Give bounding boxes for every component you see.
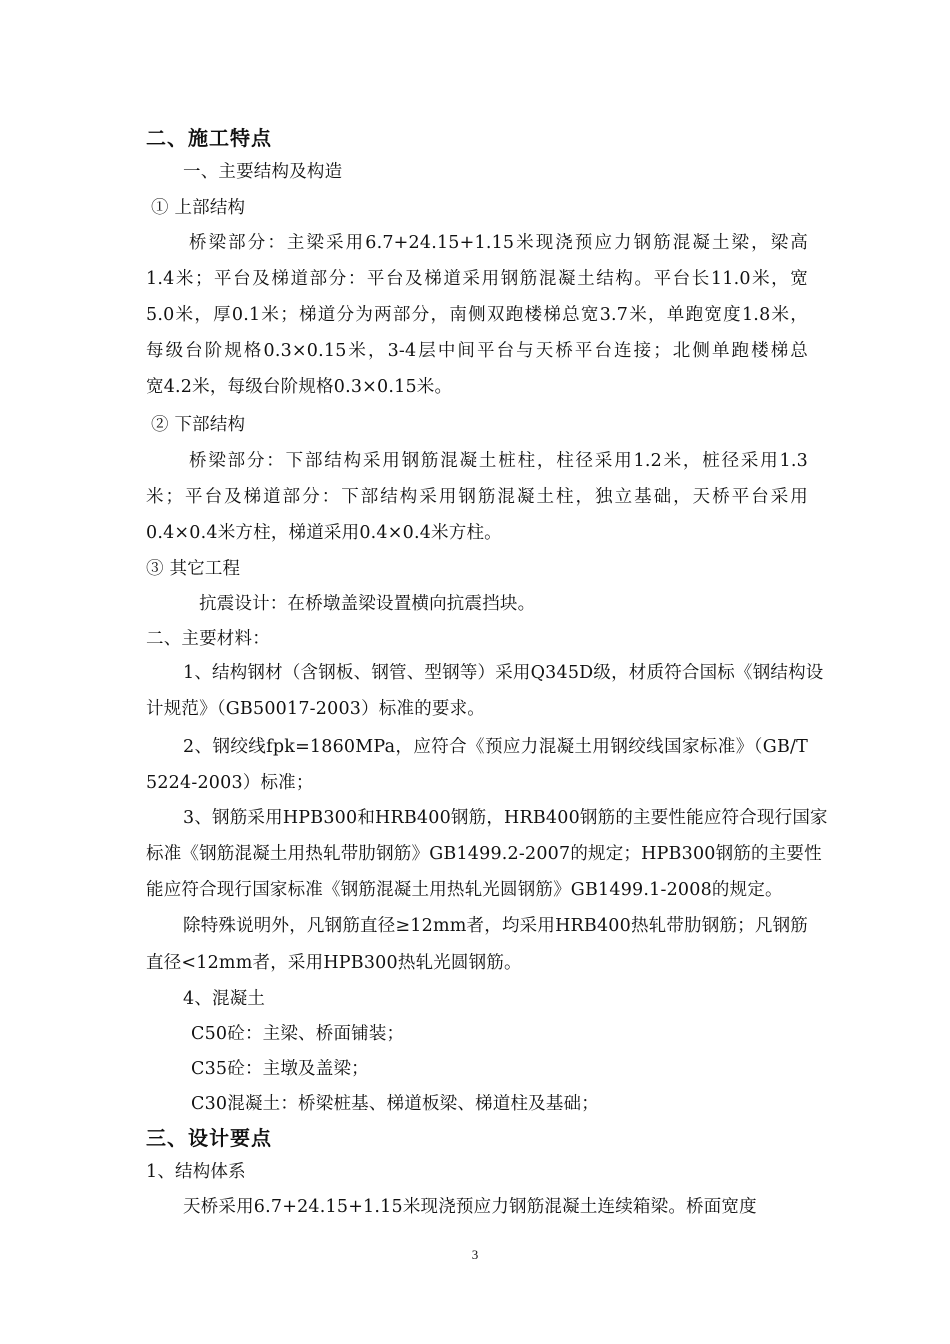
paragraph-line: 除特殊说明外，凡钢筋直径≥12mm者，均采用HRB400热轧带肋钢筋；凡钢筋 — [183, 916, 808, 936]
paragraph-line: 计规范》（GB50017-2003）标准的要求。 — [146, 699, 486, 719]
section-heading-construction-features: 二、施工特点 — [146, 126, 272, 150]
paragraph-line: 抗震设计：在桥墩盖梁设置横向抗震挡块。 — [199, 594, 536, 614]
paragraph-line: 直径<12mm者，采用HPB300热轧光圆钢筋。 — [146, 953, 522, 973]
paragraph-line: 1.4米；平台及梯道部分：平台及梯道采用钢筋混凝土结构。平台长11.0米，宽 — [146, 269, 808, 289]
paragraph-line: 5.0米，厚0.1米；梯道分为两部分，南侧双跑楼梯总宽3.7米，单跑宽度1.8米， — [146, 305, 808, 325]
concrete-item: C50砼：主梁、桥面铺装； — [191, 1024, 405, 1044]
paragraph-line: 标准《钢筋混凝土用热轧带肋钢筋》GB1499.2-2007的规定；HPB300钢筋的主要性 — [146, 844, 822, 864]
item-other-works: ③ 其它工程 — [146, 559, 241, 579]
concrete-item: C30混凝土：桥梁桩基、梯道板梁、梯道柱及基础； — [191, 1094, 599, 1114]
item-substructure: ② 下部结构 — [151, 415, 246, 435]
paragraph-line: 桥梁部分：下部结构采用钢筋混凝土桩柱，柱径采用1.2米，桩径采用1.3 — [189, 451, 808, 471]
paragraph-line: 能应符合现行国家标准《钢筋混凝土用热轧光圆钢筋》GB1499.1-2008的规定。 — [146, 880, 783, 900]
paragraph-line: 米；平台及梯道部分：下部结构采用钢筋混凝土柱，独立基础，天桥平台采用 — [146, 487, 808, 507]
paragraph-line: 宽4.2米，每级台阶规格0.3×0.15米。 — [146, 377, 453, 397]
subheading-main-structure: 一、主要结构及构造 — [183, 162, 343, 182]
paragraph-line: 1、结构钢材（含钢板、钢管、型钢等）采用Q345D级，材质符合国标《钢结构设 — [183, 663, 824, 683]
paragraph-line: 每级台阶规格0.3×0.15米，3-4层中间平台与天桥平台连接；北侧单跑楼梯总 — [146, 341, 808, 361]
page-number: 3 — [471, 1247, 479, 1262]
subheading-main-materials: 二、主要材料： — [146, 629, 270, 649]
paragraph-line: 3、钢筋采用HPB300和HRB400钢筋，HRB400钢筋的主要性能应符合现行国家 — [183, 808, 828, 828]
paragraph-line: 0.4×0.4米方柱，梯道采用0.4×0.4米方柱。 — [146, 523, 502, 543]
item-superstructure: ① 上部结构 — [151, 198, 246, 218]
paragraph-line: 2、钢绞线fpk=1860MPa，应符合《预应力混凝土用钢绞线国家标准》（GB/T — [183, 737, 808, 757]
section-heading-design-points: 三、设计要点 — [146, 1126, 272, 1150]
paragraph-line: 桥梁部分：主梁采用6.7+24.15+1.15米现浇预应力钢筋混凝土梁，梁高 — [189, 233, 808, 253]
subheading-concrete: 4、混凝土 — [183, 989, 266, 1009]
subheading-structural-system: 1、结构体系 — [146, 1162, 246, 1182]
concrete-item: C35砼：主墩及盖梁； — [191, 1059, 369, 1079]
paragraph-line: 5224-2003）标准； — [146, 773, 314, 793]
paragraph-line: 天桥采用6.7+24.15+1.15米现浇预应力钢筋混凝土连续箱梁。桥面宽度 — [183, 1197, 757, 1217]
